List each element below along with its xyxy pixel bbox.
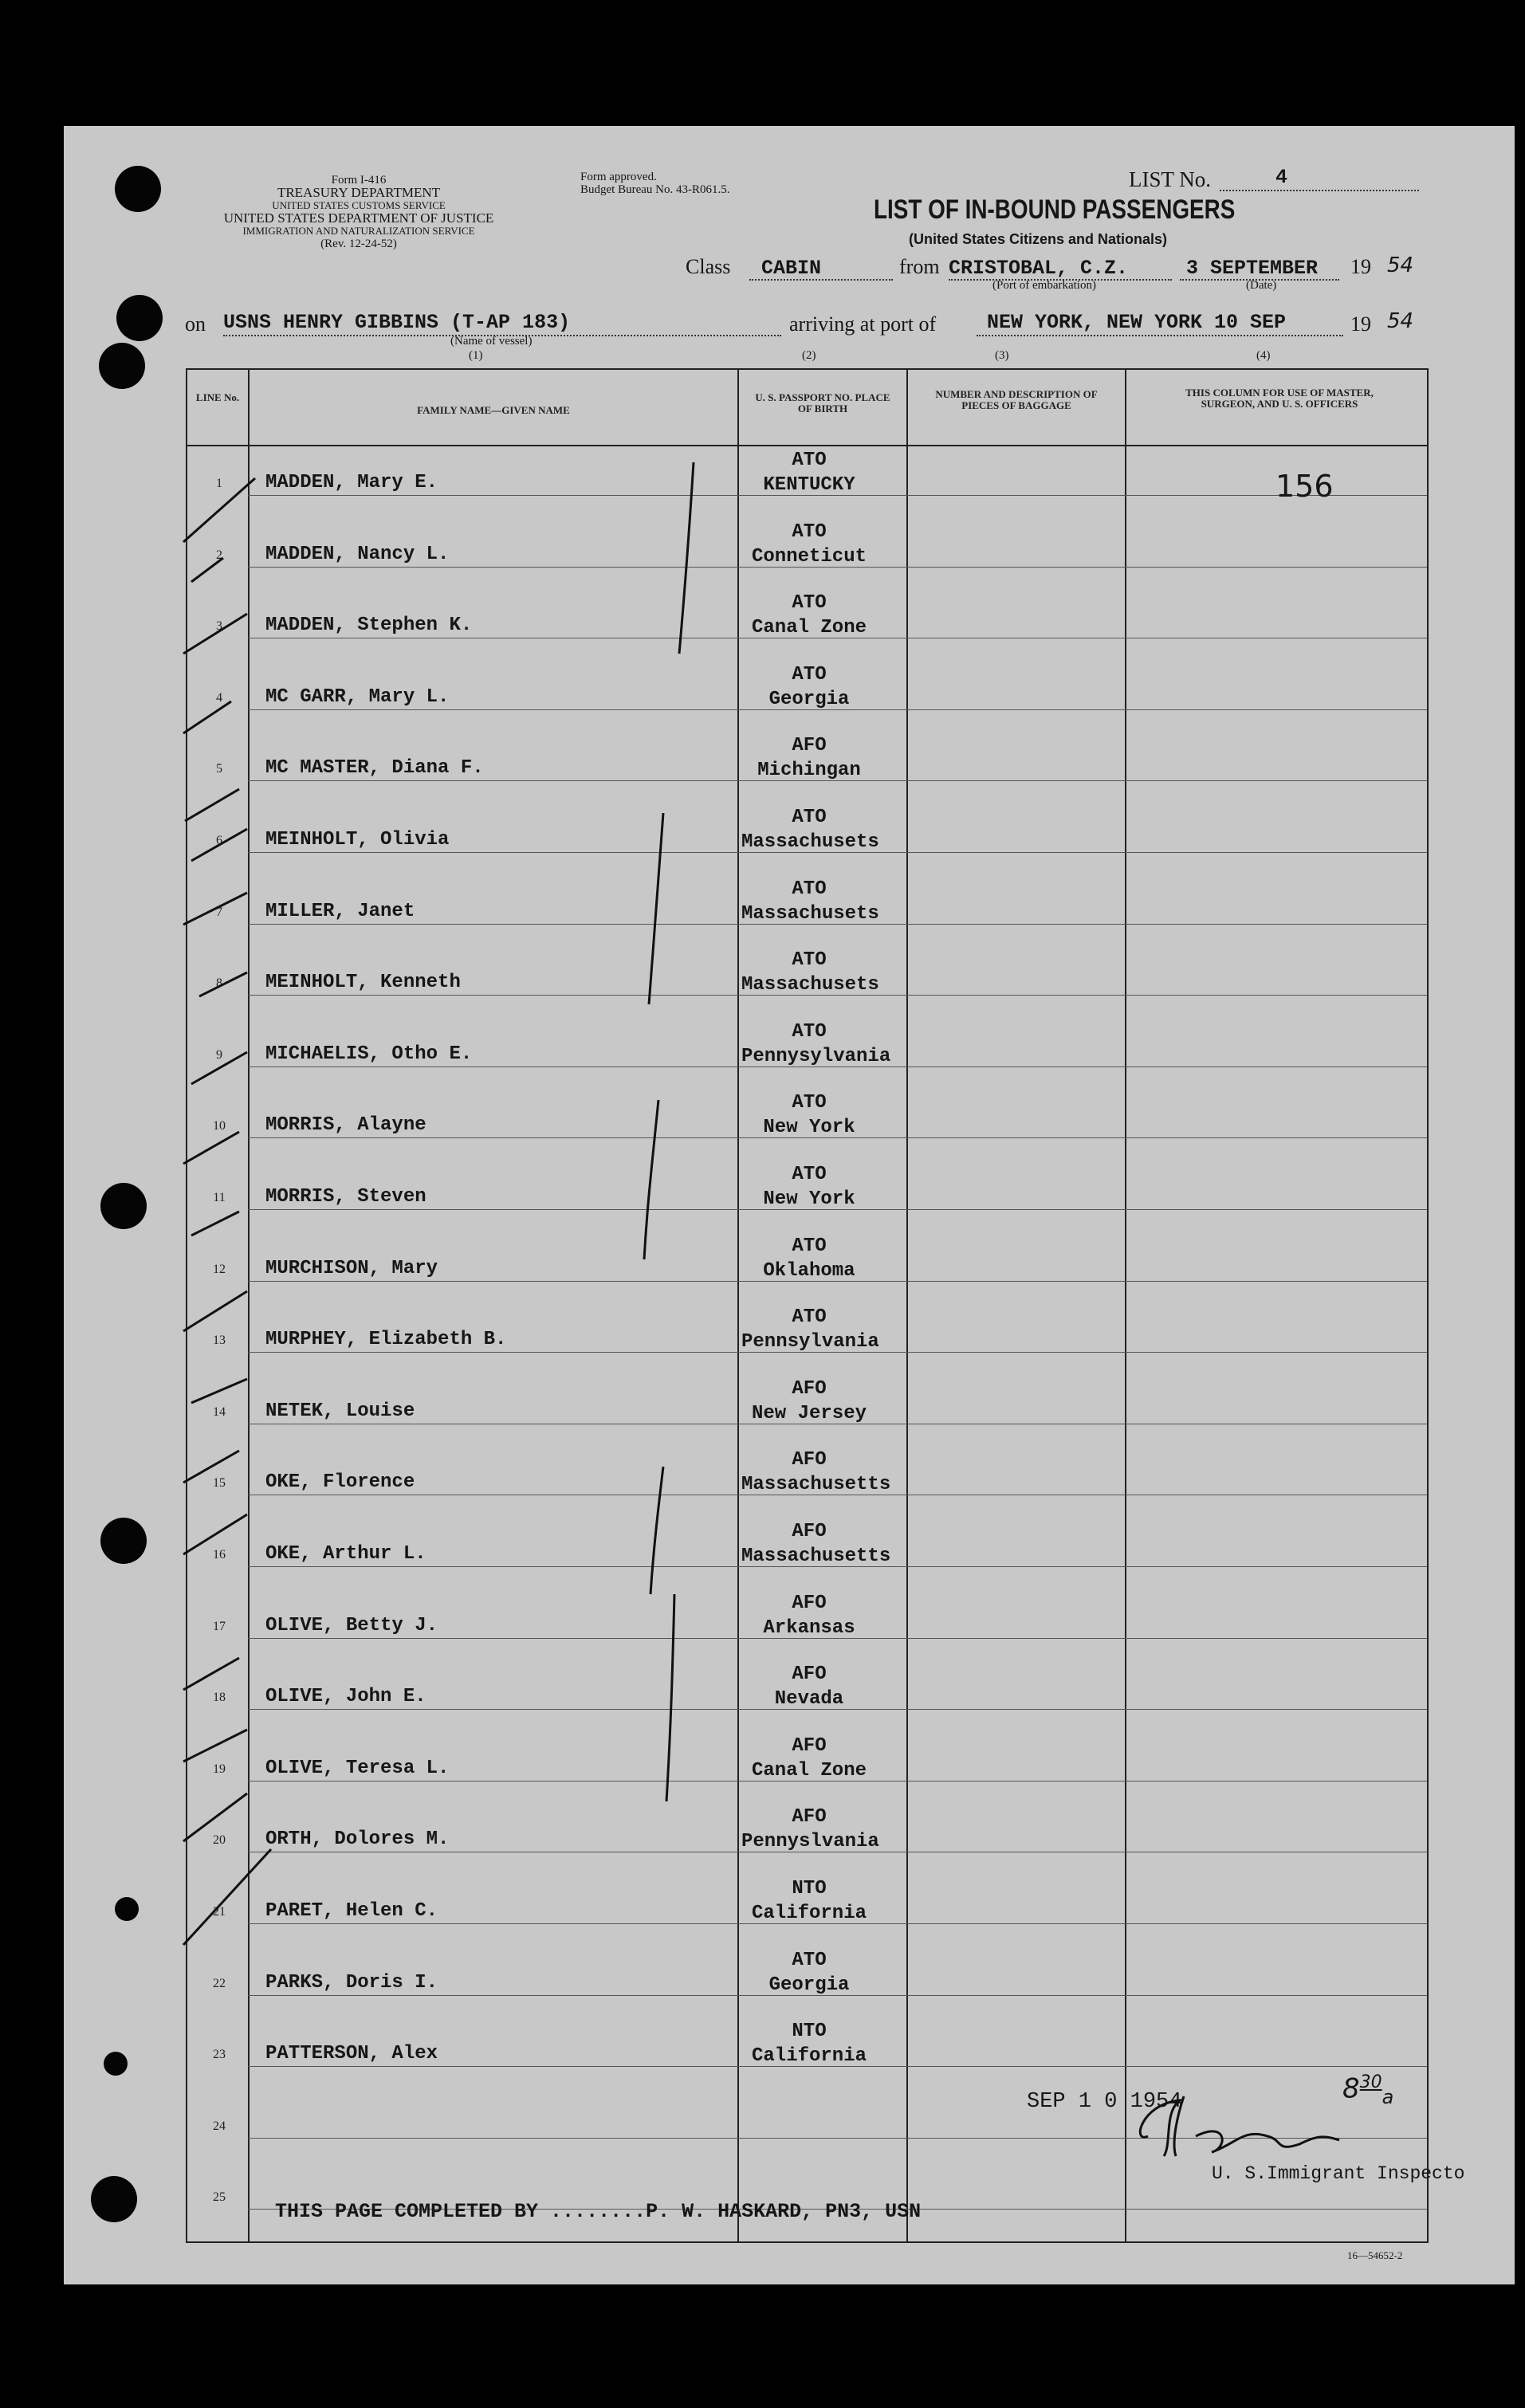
passport-type: ATO [792, 1949, 827, 1971]
passenger-name: OLIVE, Betty J. [265, 1614, 438, 1636]
passport-type: AFO [792, 1806, 827, 1829]
passport-type: ATO [792, 949, 827, 972]
form-approval [580, 171, 729, 196]
print-code: 16—54652-2 [1347, 2249, 1403, 2261]
line-number: 22 [213, 1976, 226, 1990]
on-label: on [185, 312, 206, 336]
form-number: Form I-416 [331, 174, 387, 187]
line-number: 14 [213, 1404, 226, 1419]
passenger-name: OKE, Arthur L. [265, 1543, 426, 1565]
col-num-3: (3) [995, 349, 1009, 362]
place-of-birth: California [751, 1903, 867, 1924]
passport-birthplace [741, 1734, 877, 1783]
place-of-birth: Nevada [774, 1688, 844, 1711]
passenger-name: MC MASTER, Diana F. [265, 757, 484, 780]
arriving-label: arriving at port of [789, 312, 937, 336]
col-num-2: (2) [802, 349, 816, 362]
year-suffix: 54 [1387, 253, 1414, 277]
place-of-birth: Georgia [768, 688, 850, 710]
passport-type: ATO [792, 1164, 827, 1185]
ins-service: IMMIGRATION AND NATURALIZATION SERVICE [242, 225, 475, 237]
passport-birthplace [741, 1662, 877, 1711]
passport-birthplace [741, 805, 877, 854]
completed-by: THIS PAGE COMPLETED BY ........P. W. HASKARD, PN3, USN [275, 2200, 922, 2223]
passenger-name: MICHAELIS, Otho E. [265, 1043, 473, 1065]
from-label: from [899, 255, 940, 278]
place-of-birth: Canal Zone [751, 617, 867, 639]
line-number: 19 [213, 1762, 226, 1776]
passenger-name: NETEK, Louise [265, 1400, 415, 1422]
list-number-underline [1220, 190, 1419, 191]
line-number: 11 [213, 1191, 226, 1204]
passport-birthplace [741, 591, 877, 640]
passport-birthplace [741, 448, 877, 497]
stamp-time-ampm: a [1382, 2086, 1394, 2109]
col-header-baggage: NUMBER AND DESCRIPTION OF PIECES OF BAGGAGE [935, 388, 1098, 411]
date-caption: (Date) [1246, 279, 1277, 292]
line-number: 18 [213, 1691, 226, 1705]
passport-type: AFO [792, 735, 827, 757]
passenger-name: MORRIS, Steven [265, 1186, 426, 1208]
col-header-officers: THIS COLUMN FOR USE OF MASTER, SURGEON, AND U. S. OFFICERS [1185, 387, 1374, 410]
place-of-birth: Massachusets [741, 831, 879, 853]
line-number: 15 [213, 1476, 226, 1491]
passenger-name: PARKS, Doris I. [265, 1971, 438, 1994]
passport-birthplace [741, 1234, 877, 1283]
stamp-time-minute: 30 [1359, 2072, 1382, 2092]
passport-type: ATO [792, 1092, 827, 1114]
punch-hole [104, 2052, 128, 2076]
year-prefix: 19 [1350, 255, 1371, 278]
punch-hole [91, 2176, 137, 2222]
line-number: 8 [216, 976, 222, 991]
officer-note: 156 [1275, 469, 1334, 504]
col-header-line: LINE No. [195, 391, 240, 403]
passport-birthplace [741, 1805, 877, 1854]
passport-type: ATO [792, 450, 827, 471]
passenger-name: PATTERSON, Alex [265, 2043, 438, 2065]
list-number: 4 [1275, 166, 1288, 189]
approved-note: Form approved. [580, 171, 657, 183]
line-number: 2 [216, 548, 222, 562]
col-num-4: (4) [1256, 349, 1271, 362]
vessel-name: USNS HENRY GIBBINS (T-AP 183) [223, 311, 571, 334]
place-of-birth: Pennsylvania [741, 1331, 879, 1353]
passport-type: ATO [792, 592, 827, 615]
punch-hole [115, 1897, 139, 1921]
line-number: 3 [216, 619, 222, 634]
line-number: 1 [216, 477, 222, 490]
punch-hole [116, 295, 163, 341]
passport-birthplace [741, 948, 877, 997]
col-num-1: (1) [469, 349, 483, 362]
passport-birthplace [741, 1876, 877, 1926]
punch-hole [115, 166, 161, 212]
passport-type: ATO [792, 1235, 827, 1257]
passport-birthplace [741, 877, 877, 926]
line-number: 12 [213, 1262, 226, 1276]
passport-birthplace [741, 1591, 877, 1640]
passport-type: NTO [792, 1878, 827, 1899]
passenger-name: MADDEN, Nancy L. [265, 543, 450, 565]
place-of-birth: Massachusets [741, 902, 879, 925]
passport-birthplace [741, 520, 877, 569]
passport-type: ATO [792, 807, 827, 828]
col-header-passport: U. S. PASSPORT NO. PLACE OF BIRTH [755, 391, 890, 414]
stamp-date: SEP 1 0 1954 [1027, 2090, 1182, 2114]
list-number-label: LIST No. [1129, 167, 1212, 191]
passport-birthplace [741, 1519, 891, 1569]
passport-birthplace [741, 662, 877, 712]
line-number: 10 [213, 1119, 226, 1133]
customs-service: UNITED STATES CUSTOMS SERVICE [272, 199, 446, 211]
line-number: 13 [213, 1334, 226, 1348]
passport-birthplace [741, 733, 877, 783]
line-number: 9 [216, 1047, 222, 1062]
passenger-name: ORTH, Dolores M. [265, 1829, 450, 1851]
place-of-birth: Georgia [768, 1974, 850, 1996]
passport-type: ATO [792, 520, 827, 543]
passport-type: NTO [792, 2021, 827, 2043]
inspector-title: U. S.Immigrant Inspecto [1212, 2163, 1465, 2184]
vessel-caption: (Name of vessel) [450, 335, 533, 348]
stamp-time-hour: 8 [1342, 2072, 1360, 2105]
justice-dept: UNITED STATES DEPARTMENT OF JUSTICE [223, 210, 494, 226]
passenger-name: MURCHISON, Mary [265, 1257, 438, 1279]
passport-birthplace [741, 1948, 877, 1998]
line-number: 7 [216, 905, 222, 919]
place-of-birth: Conneticut [751, 545, 867, 568]
passenger-name: MC GARR, Mary L. [265, 685, 450, 708]
passport-type: ATO [792, 1306, 827, 1329]
embarkation-port: CRISTOBAL, C.Z. [949, 257, 1129, 280]
place-of-birth: Oklahoma [763, 1259, 855, 1282]
place-of-birth: Michingan [757, 760, 861, 782]
passport-birthplace [741, 1090, 877, 1140]
place-of-birth: Pennysylvania [741, 1045, 891, 1067]
place-of-birth: New Jersey [751, 1402, 867, 1424]
passenger-name: PARET, Helen C. [265, 1900, 438, 1922]
punch-hole [100, 1183, 147, 1229]
passport-type: ATO [792, 878, 827, 900]
passport-type: AFO [792, 1592, 827, 1614]
passenger-name: OLIVE, John E. [265, 1686, 426, 1708]
year2-prefix: 19 [1350, 312, 1371, 336]
passport-birthplace [741, 1305, 877, 1354]
passenger-name: OKE, Florence [265, 1471, 415, 1494]
col-header-name: FAMILY NAME—GIVEN NAME [417, 404, 570, 416]
passenger-name: MEINHOLT, Kenneth [265, 972, 461, 994]
passport-birthplace [741, 1377, 877, 1426]
line-number: 21 [213, 1905, 226, 1919]
check-marks [175, 446, 733, 2200]
budget-bureau: Budget Bureau No. 43-R061.5. [580, 183, 730, 196]
place-of-birth: KENTUCKY [763, 474, 855, 496]
passenger-name: MORRIS, Alayne [265, 1114, 426, 1137]
class-value: CABIN [761, 257, 822, 280]
embarkation-date: 3 SEPTEMBER [1186, 257, 1319, 280]
passport-birthplace [741, 2019, 877, 2068]
place-of-birth: Massachusetts [741, 1474, 891, 1496]
page-subtitle: (United States Citizens and Nationals) [909, 231, 1168, 247]
passport-type: ATO [792, 663, 827, 685]
punch-hole [100, 1518, 147, 1564]
passenger-name: OLIVE, Teresa L. [265, 1757, 450, 1779]
place-of-birth: Massachusets [741, 974, 879, 996]
inspector-signature [1116, 2080, 1355, 2168]
line-number: 24 [213, 2119, 226, 2133]
place-of-birth: New York [763, 1188, 855, 1210]
line-number: 20 [213, 1833, 226, 1848]
treasury-dept: TREASURY DEPARTMENT [277, 185, 441, 200]
class-label: Class [686, 255, 731, 278]
line-number: 17 [213, 1619, 226, 1633]
page-title: LIST OF IN-BOUND PASSENGERS [874, 194, 1236, 225]
place-of-birth: Pennyslvania [741, 1831, 879, 1853]
line-number: 5 [216, 762, 222, 776]
passport-type: AFO [792, 1449, 827, 1471]
form-header [183, 174, 534, 250]
year2-suffix: 54 [1387, 309, 1414, 333]
passport-type: AFO [792, 1664, 827, 1686]
passenger-name: MADDEN, Mary E. [265, 472, 438, 493]
place-of-birth: California [751, 2045, 867, 2068]
line-number: 6 [216, 834, 222, 847]
place-of-birth: New York [763, 1117, 855, 1139]
arrival-port: NEW YORK, NEW YORK 10 SEP [987, 311, 1287, 334]
passport-type: ATO [792, 1020, 827, 1043]
passport-birthplace [741, 1162, 877, 1212]
line-number: 4 [216, 690, 222, 705]
punch-hole [99, 343, 145, 389]
passport-birthplace [741, 1019, 891, 1069]
line-number: 16 [213, 1548, 226, 1561]
passenger-name: MEINHOLT, Olivia [265, 829, 450, 850]
passport-type: AFO [792, 1734, 827, 1757]
passenger-name: MILLER, Janet [265, 900, 415, 922]
passenger-name: MADDEN, Stephen K. [265, 615, 473, 637]
place-of-birth: Arkansas [763, 1616, 855, 1639]
line-number: 25 [213, 2190, 226, 2205]
revision: (Rev. 12-24-52) [320, 238, 397, 250]
place-of-birth: Massachusetts [741, 1546, 891, 1567]
arrival-underline [977, 335, 1343, 336]
passport-birthplace [741, 1448, 891, 1497]
embarkation-caption: (Port of embarkation) [992, 279, 1096, 292]
passport-type: AFO [792, 1521, 827, 1542]
passport-type: AFO [792, 1377, 827, 1400]
passenger-name: MURPHEY, Elizabeth B. [265, 1329, 507, 1351]
place-of-birth: Canal Zone [751, 1759, 867, 1781]
line-number: 23 [213, 2048, 226, 2062]
